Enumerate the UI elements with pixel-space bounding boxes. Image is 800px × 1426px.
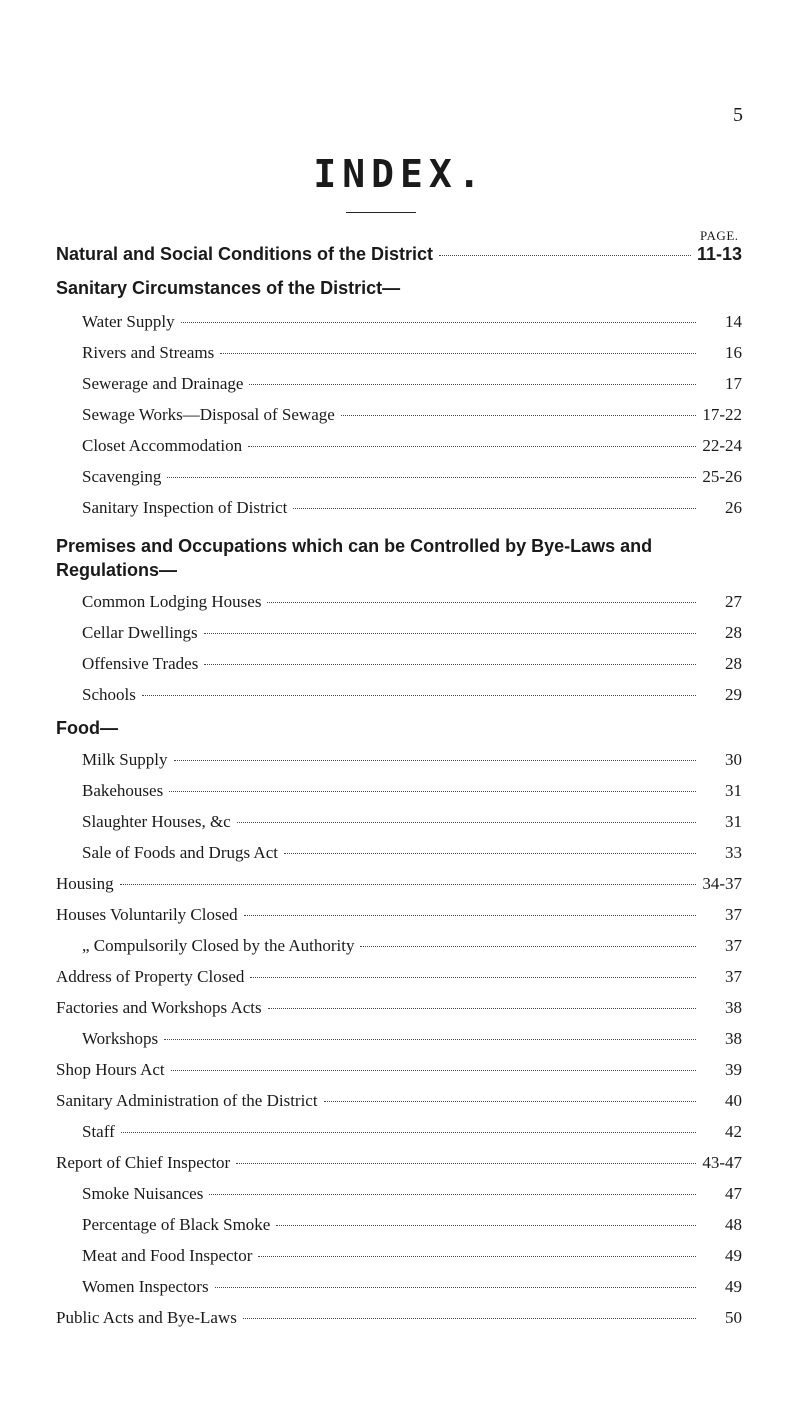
index-entry xyxy=(56,905,742,925)
index-entry xyxy=(82,1122,742,1142)
entry-label: Housing xyxy=(56,874,114,893)
index-entry xyxy=(82,592,742,612)
entry-label: „ Compulsorily Closed by the Authority xyxy=(82,936,355,955)
entry-label: Percentage of Black Smoke xyxy=(82,1215,271,1234)
leader-dots xyxy=(169,791,696,792)
leader-dots xyxy=(174,760,697,761)
entry-label: Natural and Social Conditions of the District xyxy=(56,244,434,264)
leader-dots xyxy=(250,977,696,978)
index-entry xyxy=(56,1308,742,1328)
leader-dots xyxy=(209,1194,696,1195)
entry-label: Smoke Nuisances xyxy=(82,1184,204,1203)
entry-page: 31 xyxy=(725,812,742,831)
entry-label: Women Inspectors xyxy=(82,1277,209,1296)
index-entry xyxy=(82,498,742,518)
entry-page: 17 xyxy=(725,374,742,393)
index-entry xyxy=(56,1060,742,1080)
index-entry xyxy=(56,244,742,265)
entry-page: 33 xyxy=(725,843,742,862)
index-entry xyxy=(82,750,742,770)
entry-page: 14 xyxy=(725,312,742,331)
entry-label: Factories and Workshops Acts xyxy=(56,998,262,1017)
page-column-header: PAGE. xyxy=(700,228,739,243)
index-entry xyxy=(82,436,742,456)
index-entry xyxy=(82,623,742,643)
leader-dots xyxy=(284,853,696,854)
leader-dots xyxy=(249,384,696,385)
index-entry xyxy=(82,312,742,332)
entry-label: Common Lodging Houses xyxy=(82,592,262,611)
leader-dots xyxy=(120,884,696,885)
index-entry xyxy=(82,685,742,705)
entry-page: 25-26 xyxy=(702,467,742,486)
leader-dots xyxy=(268,1008,696,1009)
entry-page: 26 xyxy=(725,498,742,517)
entry-label: Scavenging xyxy=(82,467,162,486)
index-entry xyxy=(82,1277,742,1297)
entry-page: 47 xyxy=(725,1184,742,1203)
leader-dots xyxy=(167,477,696,478)
leader-dots xyxy=(324,1101,696,1102)
entry-page: 28 xyxy=(725,623,742,642)
entry-label: Rivers and Streams xyxy=(82,343,215,362)
leader-dots xyxy=(276,1225,696,1226)
index-entry xyxy=(82,374,742,394)
entry-label: Cellar Dwellings xyxy=(82,623,198,642)
entry-page: 38 xyxy=(725,998,742,1017)
leader-dots xyxy=(341,415,696,416)
entry-label: Staff xyxy=(82,1122,115,1141)
leader-dots xyxy=(360,946,696,947)
leader-dots xyxy=(164,1039,696,1040)
entry-page: 49 xyxy=(725,1277,742,1296)
entry-page: 11-13 xyxy=(696,244,742,264)
leader-dots xyxy=(121,1132,696,1133)
entry-page: 31 xyxy=(725,781,742,800)
entry-page: 43-47 xyxy=(702,1153,742,1172)
leader-dots xyxy=(243,1318,696,1319)
section-heading: Food— xyxy=(56,718,118,738)
index-entry xyxy=(82,843,742,863)
entry-label: Sale of Foods and Drugs Act xyxy=(82,843,278,862)
entry-page: 49 xyxy=(725,1246,742,1265)
index-entry xyxy=(82,1246,742,1266)
section-heading: Premises and Occupations which can be Controlled by Bye-Laws and Regulations— xyxy=(56,536,653,580)
entry-label: Meat and Food Inspector xyxy=(82,1246,253,1265)
entry-label: Offensive Trades xyxy=(82,654,199,673)
leader-dots xyxy=(171,1070,696,1071)
leader-dots xyxy=(244,915,696,916)
entry-label: Water Supply xyxy=(82,312,175,331)
entry-page: 29 xyxy=(725,685,742,704)
leader-dots xyxy=(267,602,696,603)
entry-page: 42 xyxy=(725,1122,742,1141)
entry-page: 37 xyxy=(725,936,742,955)
leader-dots xyxy=(220,353,696,354)
entry-label: Sewerage and Drainage xyxy=(82,374,244,393)
entry-label: Sanitary Inspection of District xyxy=(82,498,288,517)
entry-page: 16 xyxy=(725,343,742,362)
entry-label: Schools xyxy=(82,685,136,704)
entry-label: Workshops xyxy=(82,1029,159,1048)
section-heading: Sanitary Circumstances of the District— xyxy=(56,278,401,298)
entry-label: Slaughter Houses, &c xyxy=(82,812,231,831)
entry-page: 40 xyxy=(725,1091,742,1110)
index-entry xyxy=(82,405,742,425)
entry-label: Sewage Works—Disposal of Sewage xyxy=(82,405,335,424)
page-number: 5 xyxy=(733,104,743,126)
entry-page: 27 xyxy=(725,592,742,611)
index-entry xyxy=(82,781,742,801)
entry-page: 30 xyxy=(725,750,742,769)
entry-label: Sanitary Administration of the District xyxy=(56,1091,318,1110)
entry-page: 48 xyxy=(725,1215,742,1234)
index-entry xyxy=(56,998,742,1018)
entry-label: Public Acts and Bye-Laws xyxy=(56,1308,237,1327)
entry-page: 34-37 xyxy=(702,874,742,893)
index-entry xyxy=(82,343,742,363)
entry-page: 28 xyxy=(725,654,742,673)
index-entry xyxy=(82,812,742,832)
page-title: INDEX. xyxy=(313,152,487,196)
entry-label: Houses Voluntarily Closed xyxy=(56,905,238,924)
entry-page: 37 xyxy=(725,905,742,924)
index-entry xyxy=(56,967,742,987)
entry-page: 50 xyxy=(725,1308,742,1327)
index-entry xyxy=(56,1091,742,1111)
entry-page: 22-24 xyxy=(702,436,742,455)
index-entry xyxy=(82,1029,742,1049)
leader-dots xyxy=(258,1256,696,1257)
leader-dots xyxy=(204,633,696,634)
index-entry xyxy=(82,467,742,487)
entry-label: Milk Supply xyxy=(82,750,168,769)
index-entry xyxy=(56,874,742,894)
leader-dots xyxy=(204,664,696,665)
leader-dots xyxy=(248,446,696,447)
entry-page: 38 xyxy=(725,1029,742,1048)
entry-page: 39 xyxy=(725,1060,742,1079)
entry-page: 17-22 xyxy=(702,405,742,424)
leader-dots xyxy=(215,1287,696,1288)
entry-label: Address of Property Closed xyxy=(56,967,245,986)
leader-dots xyxy=(181,322,696,323)
entry-page: 37 xyxy=(725,967,742,986)
entry-label: Report of Chief Inspector xyxy=(56,1153,231,1172)
index-entry xyxy=(82,1215,742,1235)
index-entry xyxy=(82,654,742,674)
entry-label: Closet Accommodation xyxy=(82,436,243,455)
title-rule xyxy=(346,212,416,213)
leader-dots xyxy=(237,822,696,823)
leader-dots xyxy=(439,255,691,256)
index-entry xyxy=(56,1153,742,1173)
leader-dots xyxy=(236,1163,696,1164)
entry-label: Bakehouses xyxy=(82,781,164,800)
entry-label: Shop Hours Act xyxy=(56,1060,165,1079)
index-entry xyxy=(82,936,742,956)
leader-dots xyxy=(293,508,696,509)
leader-dots xyxy=(142,695,696,696)
index-entry xyxy=(82,1184,742,1204)
